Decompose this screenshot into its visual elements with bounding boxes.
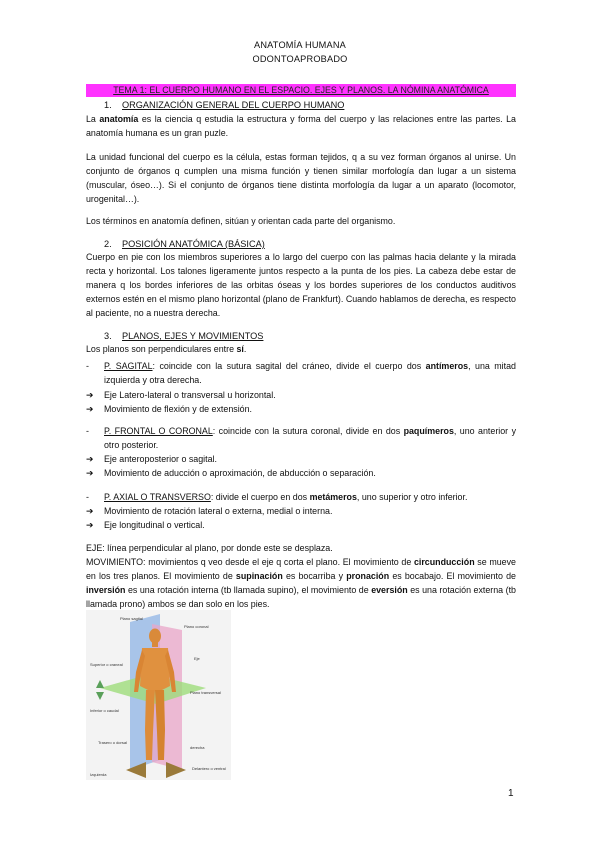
section-3-title: PLANOS, EJES Y MOVIMIENTOS — [122, 331, 264, 341]
plane-axial-movement — [86, 504, 516, 518]
dash-bullet: - — [86, 361, 89, 371]
page-number: 1 — [508, 788, 514, 799]
plane-axial-item — [86, 490, 516, 504]
bold-run: sí — [236, 344, 244, 354]
arrow-bullet-icon: ➔ — [86, 520, 94, 530]
term-pronacion: pronación — [346, 571, 390, 581]
text-run: es la ciencia q estudia la estructura y forma del cuerpo y las relaciones entre las partes. La anatomía humana es un gran puzle. — [86, 114, 516, 138]
plane-frontal-axis — [86, 452, 516, 466]
header-subtitle: ODONTOAPROBADO — [252, 54, 348, 64]
section-1-number: 1. — [104, 100, 112, 110]
text-run: : divide el cuerpo en dos — [210, 492, 310, 502]
axis-text: Eje longitudinal o vertical. — [104, 520, 205, 530]
anatomical-planes-figure — [86, 610, 231, 780]
section-3-intro — [86, 342, 516, 356]
term-metameros: metámeros — [309, 492, 357, 502]
term-inversion: inversión — [86, 585, 126, 595]
text-run: : movimientos q veo desde el eje q corta el plano. El movimiento de — [143, 557, 414, 567]
arrow-bullet-icon: ➔ — [86, 454, 94, 464]
section-2-heading — [104, 238, 265, 250]
dash-bullet: - — [86, 492, 89, 502]
text-run: es bocabajo. El movimiento de — [389, 571, 516, 581]
text-run: , una mitad izquierda y otra derecha. — [104, 361, 516, 385]
term-antimeros: antímeros — [425, 361, 469, 371]
label-trasero: Trasero o dorsal — [98, 740, 127, 745]
section-3-number: 3. — [104, 331, 112, 341]
arrow-bullet-icon: ➔ — [86, 506, 94, 516]
text-run: La — [86, 114, 100, 124]
plane-frontal-item — [86, 424, 516, 452]
section-1-paragraph-2: La unidad funcional del cuerpo es la célula, estas forman tejidos, q a su vez forman órganos al unirse. Un conjunto de órganos q cumplen una misma función y tienen similar morfología dan lugar a un sistema (muscular, óseo…). Si el conjunto de órganos tiene distinta morfología da lugar a un aparato (locomotor, urogenital…). — [86, 152, 516, 204]
label-plano-transversal: Plano transversal — [190, 690, 221, 695]
plane-frontal-movement — [86, 466, 516, 480]
section-1-paragraph-3: Los términos en anatomía definen, sitúan y orientan cada parte del organismo. — [86, 216, 396, 226]
dash-bullet: - — [86, 426, 89, 436]
label-superior: Superior o craneal — [90, 662, 123, 667]
arrow-bullet-icon: ➔ — [86, 468, 94, 478]
plane-sagital-item — [86, 359, 516, 387]
plane-axial-axis — [86, 518, 516, 532]
section-1-title: ORGANIZACIÓN GENERAL DEL CUERPO HUMANO — [122, 100, 345, 110]
movement-text: Movimiento de rotación lateral o externa, medial o interna. — [104, 506, 333, 516]
text-run: Los planos son perpendiculares entre — [86, 344, 237, 354]
plane-sagital-name: P. SAGITAL — [104, 361, 153, 371]
term-eversion: eversión — [371, 585, 408, 595]
text-run: es una rotación interna (tb llamada supino), el movimiento de — [125, 585, 372, 595]
label-plano-coronal: Plano coronal — [184, 624, 209, 629]
eje-definition: EJE: línea perpendicular al plano, por donde este se desplaza. — [86, 543, 333, 553]
text-run: es una rotación externa (tb llamada prono) ambos se dan solo en los pies. — [86, 585, 516, 609]
plane-frontal-name: P. FRONTAL O CORONAL — [104, 426, 213, 436]
text-run: MOVIMIENTO — [86, 557, 144, 567]
label-inferior: Inferior o caudal — [90, 708, 119, 713]
term-supinacion: supinación — [235, 571, 283, 581]
text-run: es bocarriba y — [282, 571, 347, 581]
label-izquierda: Izquierda — [90, 772, 107, 777]
section-2-number: 2. — [104, 239, 112, 249]
label-eje: Eje — [194, 656, 200, 661]
term-paquimeros: paquímeros — [403, 426, 454, 436]
section-2-paragraph: Cuerpo en pie con los miembros superiores a lo largo del cuerpo con las palmas hacia delante y la mirada recta y horizontal. Los talones ligeramente juntos respecto a la punta de los pies. La cabeza debe estar de manera q los bordes inferiores de las orbitas óseas y los bordes superiores de los conductos auditivos externos estén en el mismo plano horizontal (plano de Frankfurt). Cuando hablamos de derecha, es respecto al paciente, no a nuestra derecha. — [86, 252, 516, 318]
label-delantero: Delantero o ventral — [192, 766, 226, 771]
axis-text: Eje anteroposterior o sagital. — [104, 454, 217, 464]
movement-paragraph — [86, 555, 516, 611]
text-run: . — [243, 344, 247, 354]
text-run: : coincide con la sutura sagital del cráneo, divide el cuerpo dos — [152, 361, 426, 371]
plane-sagital-movement — [86, 402, 516, 416]
topic-title: TEMA 1: EL CUERPO HUMANO EN EL ESPACIO. EJES Y PLANOS. LA NÓMINA ANATÓMICA — [86, 84, 516, 97]
term-circunduccion: circunducción — [413, 557, 475, 567]
section-2-title: POSICIÓN ANATÓMICA (BÁSICA) — [122, 239, 265, 249]
term-anatomia: anatomía — [99, 114, 139, 124]
arrow-bullet-icon: ➔ — [86, 404, 94, 414]
label-derecha: derecha — [190, 745, 205, 750]
header-title: ANATOMÍA HUMANA — [254, 40, 346, 50]
section-1-paragraph-1 — [86, 112, 516, 140]
movement-text: Movimiento de aducción o aproximación, de abducción o separación. — [104, 468, 376, 478]
plane-sagital-axis — [86, 388, 516, 402]
text-run: se mueve en los tres planos. El movimiento de — [86, 557, 516, 581]
text-run: , uno anterior y otro posterior. — [104, 426, 517, 450]
text-run: , uno superior y otro inferior. — [356, 492, 468, 502]
section-3-heading — [104, 330, 263, 342]
arrow-bullet-icon: ➔ — [86, 390, 94, 400]
axis-text: Eje Latero-lateral o transversal u horizontal. — [104, 390, 276, 400]
section-1-heading — [104, 99, 344, 111]
movement-text: Movimiento de flexión y de extensión. — [104, 404, 252, 414]
label-plano-sagital: Plano sagital — [120, 616, 143, 621]
plane-axial-name: P. AXIAL O TRANSVERSO — [104, 492, 211, 502]
text-run: : coincide con la sutura coronal, divide en dos — [212, 426, 404, 436]
